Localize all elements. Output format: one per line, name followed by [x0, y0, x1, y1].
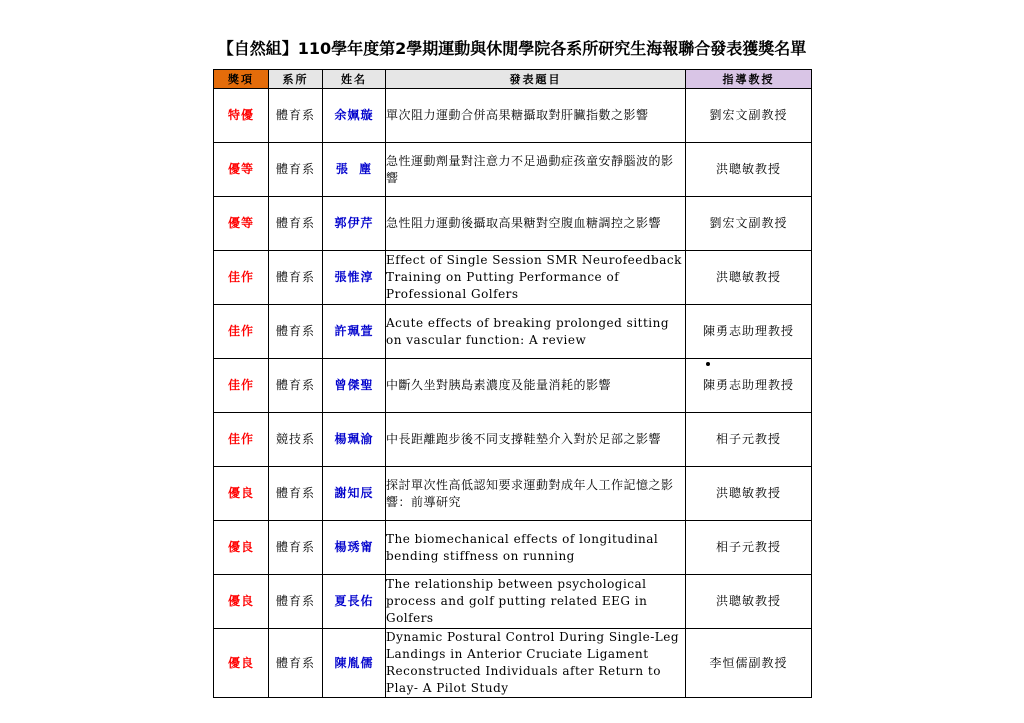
topic-cell: 單次阻力運動合併高果糖攝取對肝臟指數之影響: [386, 89, 686, 143]
advisor-cell: 劉宏文副教授: [686, 89, 812, 143]
name-cell: 楊珮渝: [323, 413, 386, 467]
table-row: [214, 197, 812, 251]
table-row: [214, 575, 812, 629]
dept-cell: 體育系: [269, 521, 323, 575]
table-row: [214, 251, 812, 305]
table-row: [214, 629, 812, 698]
dept-cell: 體育系: [269, 89, 323, 143]
dept-cell: 體育系: [269, 197, 323, 251]
advisor-cell: 劉宏文副教授: [686, 197, 812, 251]
column-header-topic: 發表題目: [386, 70, 686, 89]
topic-cell: Dynamic Postural Control During Single-Leg Landings in Anterior Cruciate Ligament Reconstructed Individuals after Return to Play- A Pilot Study: [386, 629, 686, 698]
award-cell: 優良: [214, 629, 269, 698]
stray-dot-mark: [706, 362, 710, 366]
advisor-cell: 陳勇志助理教授: [686, 359, 812, 413]
award-cell: 優良: [214, 521, 269, 575]
topic-cell: 急性運動劑量對注意力不足過動症孩童安靜腦波的影響: [386, 143, 686, 197]
table-row: [214, 305, 812, 359]
topic-cell: Effect of Single Session SMR Neurofeedback Training on Putting Performance of Professional Golfers: [386, 251, 686, 305]
dept-cell: 體育系: [269, 467, 323, 521]
topic-cell: The biomechanical effects of longitudinal bending stiffness on running: [386, 521, 686, 575]
award-cell: 優良: [214, 467, 269, 521]
topic-cell: 探討單次性高低認知要求運動對成年人工作記憶之影響：前導研究: [386, 467, 686, 521]
table-row: [214, 521, 812, 575]
column-header-name: 姓名: [323, 70, 386, 89]
dept-cell: 體育系: [269, 143, 323, 197]
name-cell: 謝知辰: [323, 467, 386, 521]
dept-cell: 競技系: [269, 413, 323, 467]
dept-cell: 體育系: [269, 359, 323, 413]
award-cell: 特優: [214, 89, 269, 143]
award-cell: 優良: [214, 575, 269, 629]
page-title: 【自然組】110學年度第2學期運動與休閒學院各系所研究生海報聯合發表獲獎名單: [217, 39, 807, 58]
advisor-cell: 相子元教授: [686, 521, 812, 575]
topic-cell: 中斷久坐對胰島素濃度及能量消耗的影響: [386, 359, 686, 413]
name-cell: 郭伊芹: [323, 197, 386, 251]
dept-cell: 體育系: [269, 629, 323, 698]
name-cell: 曾傑聖: [323, 359, 386, 413]
award-cell: 優等: [214, 143, 269, 197]
name-cell: 楊琇甯: [323, 521, 386, 575]
advisor-cell: 陳勇志助理教授: [686, 305, 812, 359]
dept-cell: 體育系: [269, 575, 323, 629]
topic-cell: 急性阻力運動後攝取高果糖對空腹血糖調控之影響: [386, 197, 686, 251]
name-cell: 陳胤儒: [323, 629, 386, 698]
advisor-cell: 洪聰敏教授: [686, 467, 812, 521]
dept-cell: 體育系: [269, 251, 323, 305]
award-cell: 優等: [214, 197, 269, 251]
advisor-cell: 洪聰敏教授: [686, 575, 812, 629]
award-cell: 佳作: [214, 305, 269, 359]
advisor-cell: 洪聰敏教授: [686, 251, 812, 305]
award-cell: 佳作: [214, 413, 269, 467]
advisor-cell: 洪聰敏教授: [686, 143, 812, 197]
name-cell: 余姵璇: [323, 89, 386, 143]
award-cell: 佳作: [214, 359, 269, 413]
name-cell: 張 塵: [323, 143, 386, 197]
column-header-award: 獎項: [214, 70, 269, 89]
topic-cell: 中長距離跑步後不同支撐鞋墊介入對於足部之影響: [386, 413, 686, 467]
awards-table: [213, 69, 812, 698]
award-cell: 佳作: [214, 251, 269, 305]
table-row: [214, 89, 812, 143]
dept-cell: 體育系: [269, 305, 323, 359]
name-cell: 許珮萱: [323, 305, 386, 359]
topic-cell: Acute effects of breaking prolonged sitting on vascular function: A review: [386, 305, 686, 359]
column-header-dept: 系所: [269, 70, 323, 89]
column-header-advisor: 指導教授: [686, 70, 812, 89]
table-row: [214, 359, 812, 413]
advisor-cell: 相子元教授: [686, 413, 812, 467]
table-row: [214, 467, 812, 521]
advisor-cell: 李恒儒副教授: [686, 629, 812, 698]
name-cell: 張惟淳: [323, 251, 386, 305]
table-row: [214, 413, 812, 467]
topic-cell: The relationship between psychological process and golf putting related EEG in Golfers: [386, 575, 686, 629]
name-cell: 夏長佑: [323, 575, 386, 629]
header-row: [214, 70, 812, 89]
table-row: [214, 143, 812, 197]
